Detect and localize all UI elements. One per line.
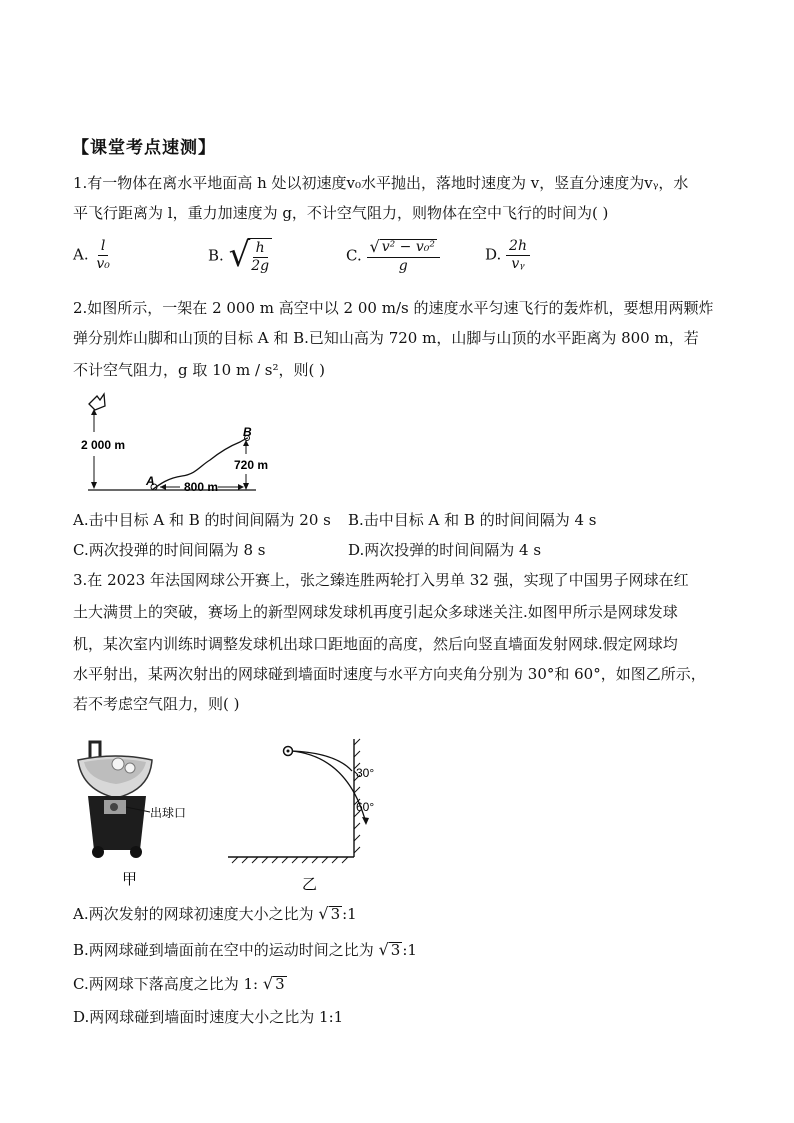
q3-line-2: 土大满贯上的突破，赛场上的新型网球发球机再度引起众多球迷关注.如图甲所示是网球发球 xyxy=(73,603,678,621)
q2-figure-bomber-hill xyxy=(80,392,280,496)
q1-option-c: C. √ v² − v₀² g xyxy=(346,238,440,275)
q1-option-d: D. $\frac{2h}{\text{vᵧ}}$ xyxy=(485,238,530,273)
q3-line-5: 若不考虑空气阻力，则( ) xyxy=(73,695,240,713)
q1-line-1: 1.有一物体在离水平地面高 h 处以初速度v₀水平抛出，落地时速度为 v，竖直分速度为vᵧ，水 xyxy=(73,174,689,192)
q2-option-b: B.击中目标 A 和 B 的时间间隔为 4 s xyxy=(348,511,597,529)
q3-figure-trajectory xyxy=(226,735,386,895)
q3-line-4: 水平射出，某两次射出的网球碰到墙面时速度与水平方向夹角分别为 30°和 60°，如图乙所示， xyxy=(73,665,706,683)
angle-60-label: 60° xyxy=(356,800,375,814)
outlet-label: 出球口 xyxy=(150,806,187,820)
q2-option-d: D.两次投弹的时间间隔为 4 s xyxy=(348,541,542,559)
height-label: 2 000 m xyxy=(81,438,126,452)
point-a-label: A xyxy=(146,474,155,488)
q2-option-c: C.两次投弹的时间间隔为 8 s xyxy=(73,541,266,559)
plane-icon xyxy=(89,394,105,410)
caption-jia: 甲 xyxy=(122,871,138,888)
q3-figure-ball-machine xyxy=(76,738,196,888)
q3-option-a: A.两次发射的网球初速度大小之比为 √ 3 :1 xyxy=(73,904,357,923)
q2-line-1: 2.如图所示，一架在 2 000 m 高空中以 2 00 m/s 的速度水平匀速飞行的轰炸机，要想用两颗炸 xyxy=(73,299,714,317)
caption-yi: 乙 xyxy=(302,876,318,893)
section-heading: 【课堂考点速测】 xyxy=(72,138,216,158)
trajectory-1 xyxy=(292,751,352,771)
q2-option-a: A.击中目标 A 和 B 的时间间隔为 20 s xyxy=(73,511,331,529)
q2-line-3: 不计空气阻力，g 取 10 m / s²，则( ) xyxy=(73,361,325,379)
trajectory-2 xyxy=(292,751,366,823)
point-b-label: B xyxy=(243,425,252,439)
hill-height-label: 720 m xyxy=(234,458,269,472)
q3-line-1: 3.在 2023 年法国网球公开赛上，张之臻连胜两轮打入男单 32 强，实现了中国男子网球在红 xyxy=(73,571,689,589)
q3-option-c: C.两网球下落高度之比为 1: √ 3 xyxy=(73,974,285,993)
angle-30-label: 30° xyxy=(356,766,375,780)
q1-line-2: 平飞行距离为 l，重力加速度为 g，不计空气阻力，则物体在空中飞行的时间为( ) xyxy=(73,204,609,222)
q3-option-b: B.两网球碰到墙面前在空中的运动时间之比为 √ 3 :1 xyxy=(73,940,417,959)
distance-label: 800 m xyxy=(184,480,219,494)
q3-line-3: 机，某次室内训练时调整发球机出球口距地面的高度，然后向竖直墙面发射网球.假定网球均 xyxy=(73,635,678,653)
q1-option-a: A. $\frac{l}{\text{v₀}}$ xyxy=(73,238,110,272)
q1-option-b: B. √ $\frac{h}{2g}$ xyxy=(208,238,272,275)
q2-line-2: 弹分别炸山脚和山顶的目标 A 和 B.已知山高为 720 m，山脚与山顶的水平距离为 800 m，若 xyxy=(73,329,699,347)
q3-option-d: D.两网球碰到墙面时速度大小之比为 1:1 xyxy=(73,1008,344,1026)
